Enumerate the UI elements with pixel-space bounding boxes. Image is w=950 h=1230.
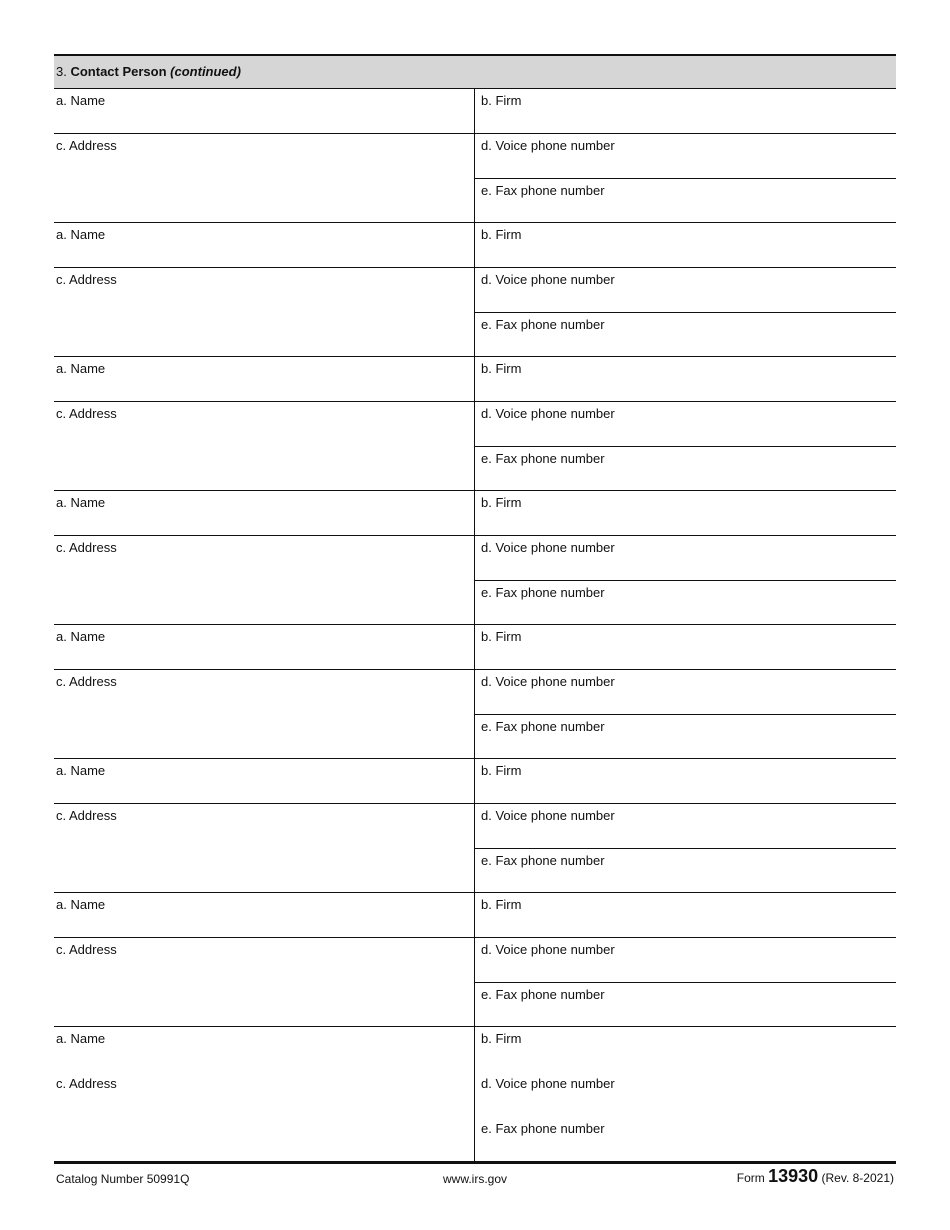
firm-label: b. Firm bbox=[481, 629, 522, 644]
address-label: c. Address bbox=[56, 406, 117, 421]
page-footer bbox=[54, 1164, 896, 1194]
fax-phone-field[interactable] bbox=[474, 715, 896, 759]
fax-phone-field[interactable] bbox=[474, 849, 896, 893]
form-identifier bbox=[737, 1166, 894, 1187]
contact-block bbox=[54, 89, 896, 223]
address-field[interactable] bbox=[54, 268, 474, 357]
address-field[interactable] bbox=[54, 1072, 474, 1161]
fax-phone-field[interactable] bbox=[474, 313, 896, 357]
voice-phone-label: d. Voice phone number bbox=[481, 674, 615, 689]
voice-phone-label: d. Voice phone number bbox=[481, 942, 615, 957]
contact-block bbox=[54, 625, 896, 759]
name-label: a. Name bbox=[56, 93, 106, 108]
contact-blocks bbox=[54, 89, 896, 1161]
address-label: c. Address bbox=[56, 138, 117, 153]
voice-phone-label: d. Voice phone number bbox=[481, 138, 615, 153]
voice-phone-field[interactable] bbox=[474, 938, 896, 983]
fax-phone-field[interactable] bbox=[474, 983, 896, 1027]
fax-phone-label: e. Fax phone number bbox=[481, 317, 605, 332]
firm-field[interactable] bbox=[474, 491, 896, 536]
name-field[interactable] bbox=[54, 1027, 474, 1072]
form-prefix: Form bbox=[736, 1171, 765, 1185]
name-field[interactable] bbox=[54, 223, 474, 268]
voice-phone-label: d. Voice phone number bbox=[481, 540, 615, 555]
address-label: c. Address bbox=[56, 808, 117, 823]
address-field[interactable] bbox=[54, 134, 474, 223]
firm-label: b. Firm bbox=[481, 763, 522, 778]
fax-phone-label: e. Fax phone number bbox=[481, 987, 605, 1002]
firm-field[interactable] bbox=[474, 625, 896, 670]
firm-label: b. Firm bbox=[481, 93, 522, 108]
form-revision: (Rev. 8-2021) bbox=[821, 1171, 894, 1185]
firm-label: b. Firm bbox=[481, 897, 522, 912]
section-continued: (continued) bbox=[170, 64, 241, 79]
address-label: c. Address bbox=[56, 272, 117, 287]
name-field[interactable] bbox=[54, 759, 474, 804]
firm-field[interactable] bbox=[474, 759, 896, 804]
address-label: c. Address bbox=[56, 540, 117, 555]
firm-label: b. Firm bbox=[481, 227, 522, 242]
address-field[interactable] bbox=[54, 536, 474, 625]
voice-phone-label: d. Voice phone number bbox=[481, 406, 615, 421]
fax-phone-label: e. Fax phone number bbox=[481, 1121, 605, 1136]
address-field[interactable] bbox=[54, 402, 474, 491]
section-number: 3. bbox=[56, 64, 67, 79]
voice-phone-field[interactable] bbox=[474, 268, 896, 313]
firm-field[interactable] bbox=[474, 223, 896, 268]
contact-block bbox=[54, 357, 896, 491]
voice-phone-label: d. Voice phone number bbox=[481, 272, 615, 287]
voice-phone-field[interactable] bbox=[474, 536, 896, 581]
firm-field[interactable] bbox=[474, 893, 896, 938]
name-field[interactable] bbox=[54, 893, 474, 938]
fax-phone-field[interactable] bbox=[474, 581, 896, 625]
name-field[interactable] bbox=[54, 491, 474, 536]
contact-block bbox=[54, 223, 896, 357]
voice-phone-label: d. Voice phone number bbox=[481, 1076, 615, 1091]
voice-phone-field[interactable] bbox=[474, 804, 896, 849]
voice-phone-field[interactable] bbox=[474, 134, 896, 179]
voice-phone-label: d. Voice phone number bbox=[481, 808, 615, 823]
name-label: a. Name bbox=[56, 495, 106, 510]
firm-label: b. Firm bbox=[481, 361, 522, 376]
firm-field[interactable] bbox=[474, 89, 896, 134]
fax-phone-field[interactable] bbox=[474, 447, 896, 491]
name-label: a. Name bbox=[56, 897, 106, 912]
name-label: a. Name bbox=[56, 763, 106, 778]
voice-phone-field[interactable] bbox=[474, 1072, 896, 1117]
fax-phone-label: e. Fax phone number bbox=[481, 451, 605, 466]
firm-label: b. Firm bbox=[481, 1031, 522, 1046]
name-field[interactable] bbox=[54, 625, 474, 670]
address-field[interactable] bbox=[54, 938, 474, 1027]
address-field[interactable] bbox=[54, 804, 474, 893]
contact-block bbox=[54, 491, 896, 625]
address-field[interactable] bbox=[54, 670, 474, 759]
firm-field[interactable] bbox=[474, 1027, 896, 1072]
contact-block bbox=[54, 1027, 896, 1161]
catalog-number: Catalog Number 50991Q bbox=[56, 1172, 190, 1186]
address-label: c. Address bbox=[56, 942, 117, 957]
form-number: 13930 bbox=[768, 1166, 819, 1186]
fax-phone-label: e. Fax phone number bbox=[481, 719, 605, 734]
fax-phone-label: e. Fax phone number bbox=[481, 183, 605, 198]
contact-block bbox=[54, 759, 896, 893]
address-label: c. Address bbox=[56, 674, 117, 689]
name-label: a. Name bbox=[56, 361, 106, 376]
name-label: a. Name bbox=[56, 227, 106, 242]
address-label: c. Address bbox=[56, 1076, 117, 1091]
fax-phone-label: e. Fax phone number bbox=[481, 585, 605, 600]
fax-phone-field[interactable] bbox=[474, 179, 896, 223]
name-field[interactable] bbox=[54, 357, 474, 402]
contact-block bbox=[54, 893, 896, 1027]
website-link[interactable]: www.irs.gov bbox=[442, 1172, 507, 1186]
firm-label: b. Firm bbox=[481, 495, 522, 510]
section-header bbox=[54, 56, 896, 89]
name-field[interactable] bbox=[54, 89, 474, 134]
name-label: a. Name bbox=[56, 629, 106, 644]
fax-phone-field[interactable] bbox=[474, 1117, 896, 1161]
firm-field[interactable] bbox=[474, 357, 896, 402]
name-label: a. Name bbox=[56, 1031, 106, 1046]
fax-phone-label: e. Fax phone number bbox=[481, 853, 605, 868]
voice-phone-field[interactable] bbox=[474, 402, 896, 447]
section-title: Contact Person bbox=[70, 64, 167, 79]
contact-person-form bbox=[54, 54, 896, 1194]
voice-phone-field[interactable] bbox=[474, 670, 896, 715]
